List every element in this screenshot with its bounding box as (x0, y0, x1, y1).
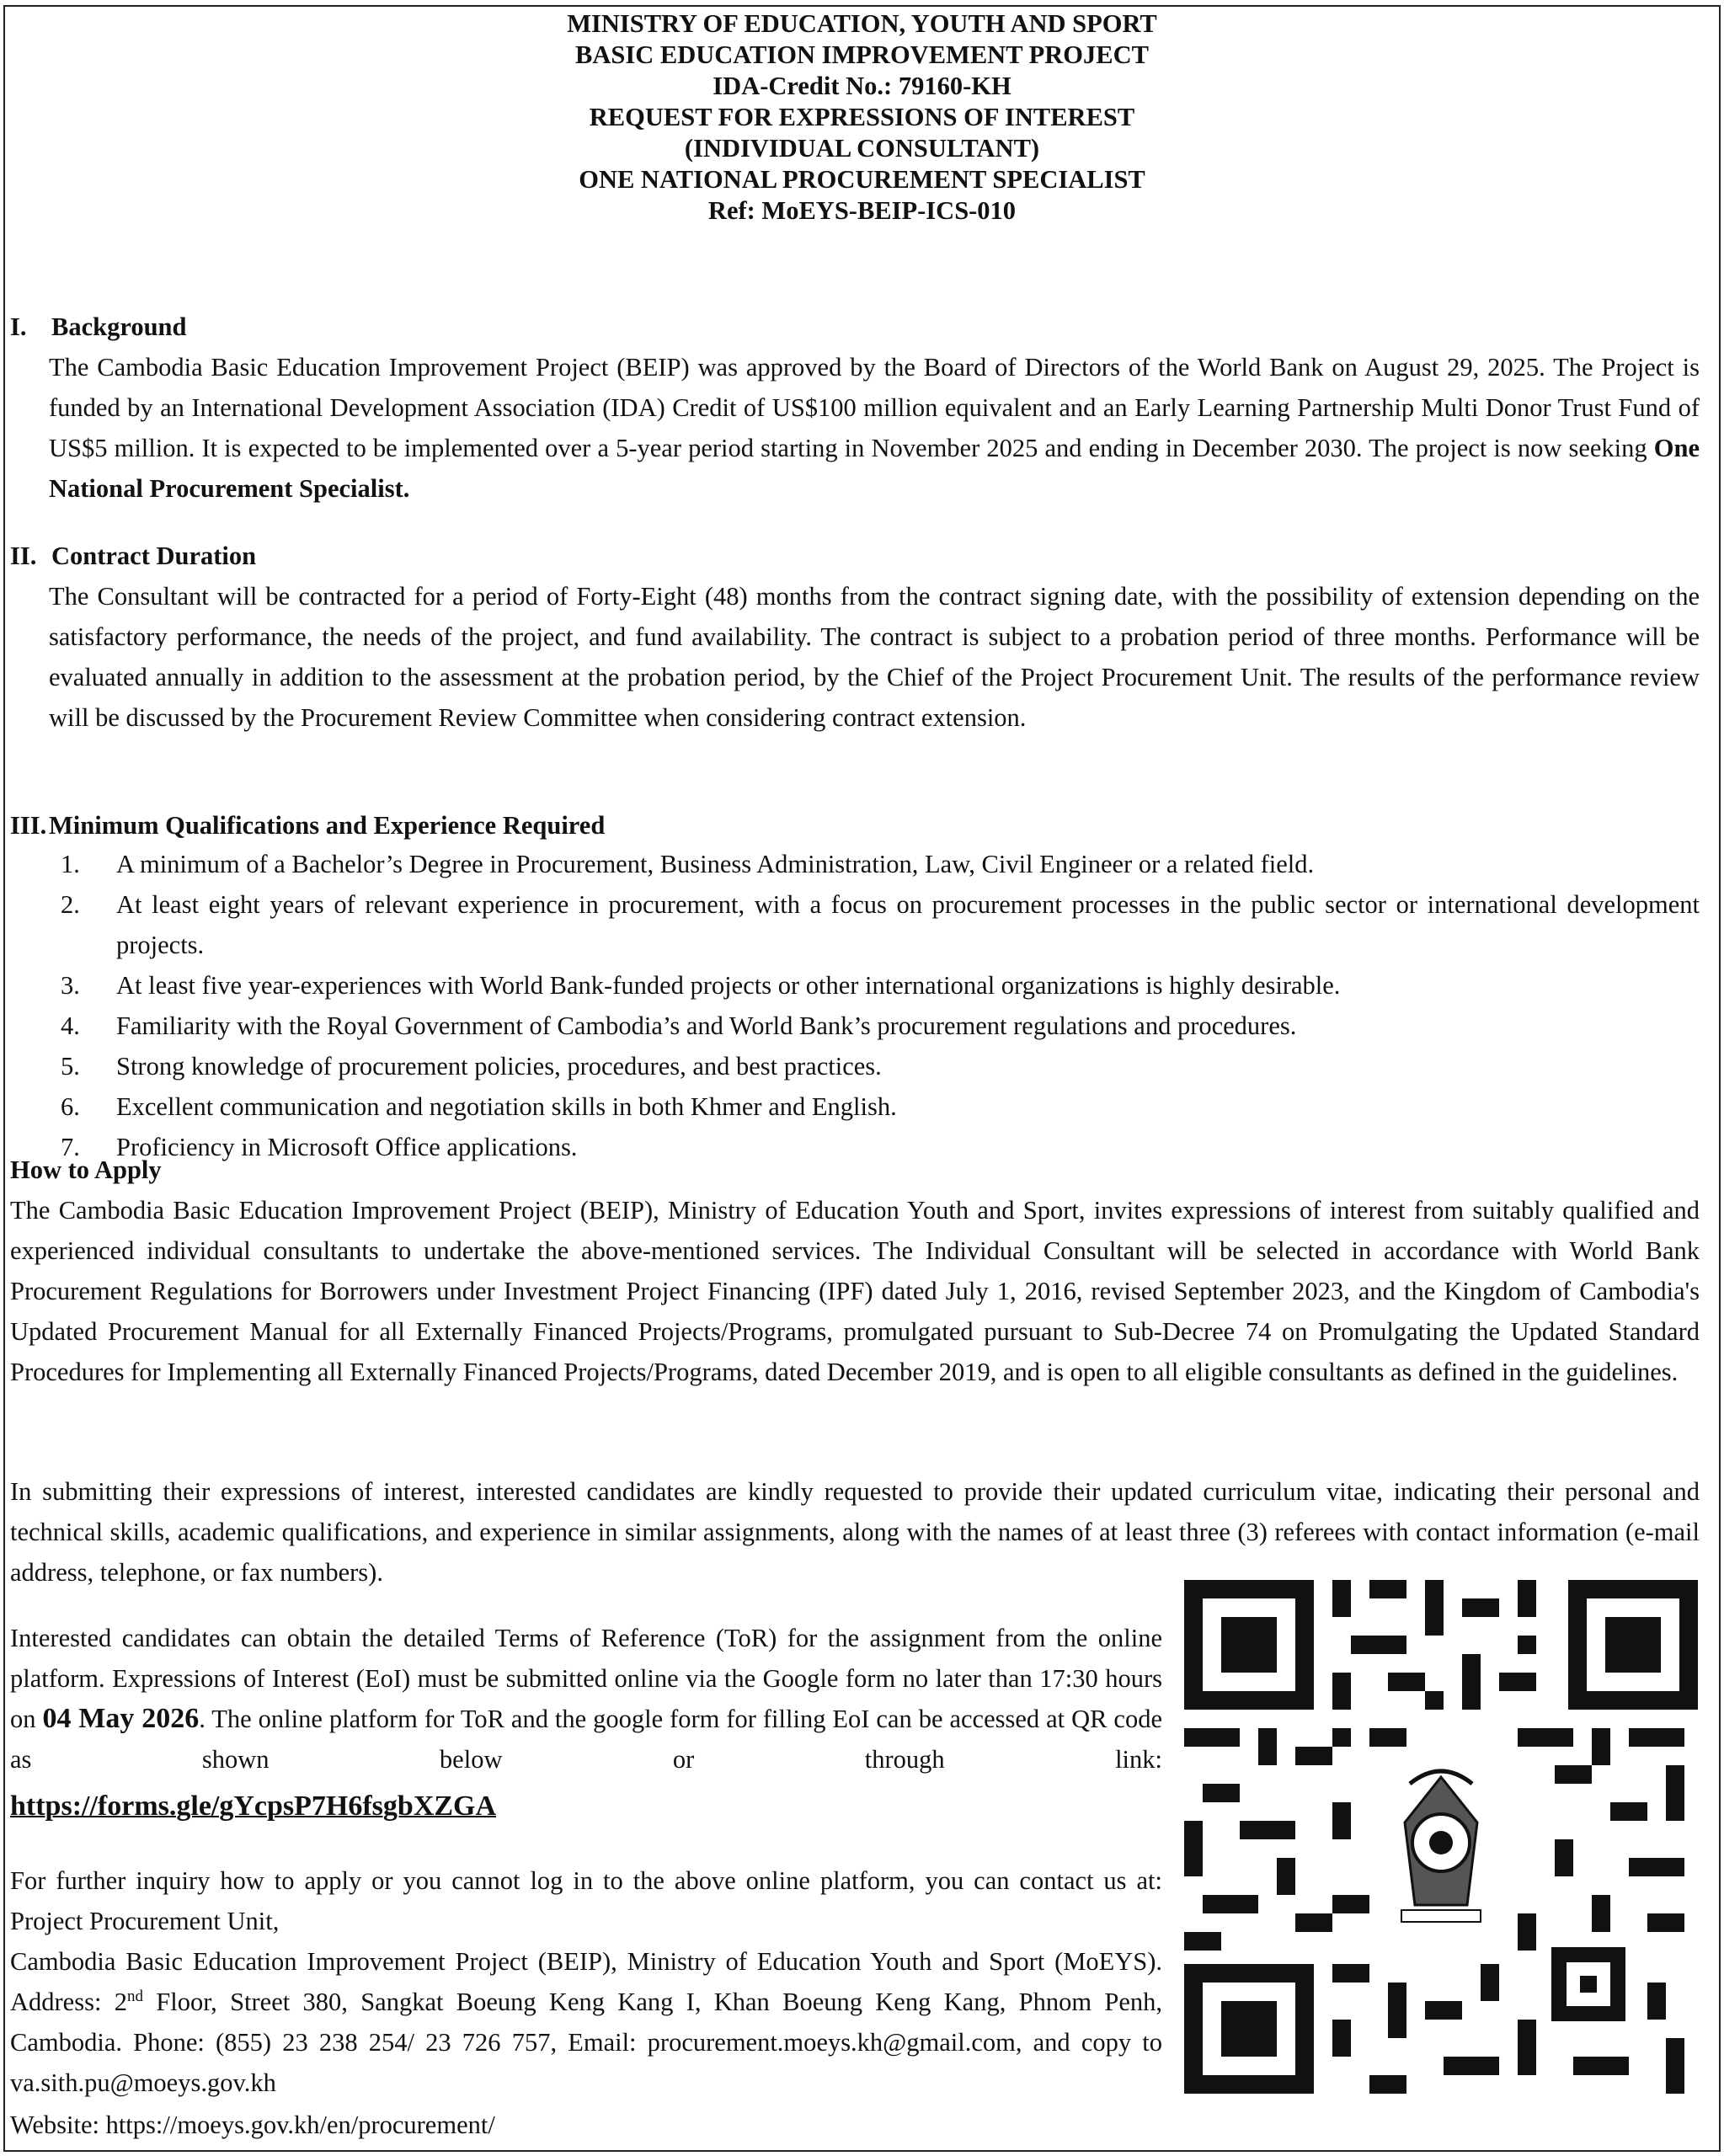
list-text: Strong knowledge of procurement policies, procedures, and best practices. (116, 1052, 882, 1081)
list-item (49, 844, 1700, 884)
header-line: MINISTRY OF EDUCATION, YOUTH AND SPORT (567, 9, 1157, 38)
list-item (49, 1127, 1700, 1167)
list-item (49, 884, 1700, 965)
list-text: At least eight years of relevant experience in procurement, with a focus on procurement processes in the public sector or international development projects. (116, 890, 1700, 959)
ordinal-suffix: nd (126, 1987, 143, 2005)
list-item (49, 1086, 1700, 1127)
eoi-text-continued: . The online platform for ToR and the google form for filling EoI can be accessed at QR code as shown below or through link: (10, 1705, 1162, 1774)
section-number: I. (10, 312, 27, 341)
list-text: Familiarity with the Royal Government of Cambodia’s and World Bank’s procurement regulations and procedures. (116, 1011, 1297, 1040)
eoi-text: Interested candidates can obtain the detailed Terms of Reference (ToR) for the assignment from the online platform. Expressions of Interest (EoI) must be submitted online via the Google form no later than 17:30 hours on (10, 1624, 1162, 1733)
list-number: 5. (61, 1052, 80, 1081)
list-text: Proficiency in Microsoft Office applications. (116, 1133, 578, 1161)
contract-heading (10, 536, 256, 576)
header-line: IDA-Credit No.: 79160-KH (713, 72, 1011, 100)
list-text: At least five year-experiences with World Bank-funded projects or other international organizations is highly desirable. (116, 971, 1341, 1000)
website-line: Website: https://moeys.gov.kh/en/procurement/ (10, 2111, 495, 2139)
header-line: ONE NATIONAL PROCUREMENT SPECIALIST (579, 165, 1145, 194)
list-number: 6. (61, 1092, 80, 1121)
list-item (49, 1046, 1700, 1086)
background-paragraph (49, 347, 1700, 509)
qualifications-heading (10, 805, 605, 846)
header-line: (INDIVIDUAL CONSULTANT) (684, 134, 1040, 163)
list-text: A minimum of a Bachelor’s Degree in Procurement, Business Administration, Law, Civil Engineer or a related field. (116, 850, 1315, 878)
section-title: Background (51, 312, 187, 341)
section-number: III. (10, 811, 47, 840)
section-number: II. (10, 542, 37, 570)
list-number: 1. (61, 850, 80, 878)
section-title: Minimum Qualifications and Experience Required (49, 811, 606, 840)
contract-paragraph: The Consultant will be contracted for a period of Forty-Eight (48) months from the contract signing date, with the possibility of extension depending on the satisfactory performance, the needs of the project, and fund availability. The contract is subject to a probation period of three months. Performance will be evaluated annually in addition to the assessment at the probation period, by the Chief of the Project Procurement Unit. The results of the performance review will be discussed by the Procurement Review Committee when considering contract extension. (49, 582, 1700, 732)
qualifications-list (49, 844, 1700, 1167)
list-number: 2. (61, 890, 80, 919)
how-to-apply-paragraph-3 (10, 1618, 1162, 1780)
how-to-apply-paragraph-2: In submitting their expressions of interest, interested candidates are kindly requested to provide their updated curriculum vitae, indicating their personal and technical skills, academic qualifications, and experience in similar assignments, along with the names of at least three (3) referees with contact information (e-mail address, telephone, or fax numbers). (10, 1477, 1700, 1587)
list-number: 4. (61, 1011, 80, 1040)
list-number: 3. (61, 971, 80, 1000)
ministry-emblem-icon (1358, 1765, 1524, 1930)
list-text: Excellent communication and negotiation skills in both Khmer and English. (116, 1092, 897, 1121)
header-line: Ref: MoEYS-BEIP-ICS-010 (707, 196, 1017, 225)
list-number: 7. (61, 1133, 80, 1161)
background-heading (10, 307, 186, 347)
header-block (0, 8, 1724, 227)
background-bold-text: One National Procurement Specialist. (49, 434, 1700, 503)
contact-text-continued: Floor, Street 380, Sangkat Boeung Keng Kang I, Khan Boeung Keng Kang, Phnom Penh, Cambodia. Phone: (855) 23 238 254/ 23 726 757, Email: procurement.moeys.kh@gmail.com, and copy to va.sith.pu@moeys.gov.kh (10, 1988, 1162, 2097)
deadline-date: 04 May 2026 (42, 1703, 200, 1734)
section-title: Contract Duration (51, 542, 257, 570)
how-to-apply-paragraph-1: The Cambodia Basic Education Improvement Project (BEIP), Ministry of Education Youth and Sport, invites expressions of interest from suitably qualified and experienced individual consultants to undertake the above-mentioned services. The Individual Consultant will be selected in accordance with World Bank Procurement Regulations for Borrowers under Investment Project Financing (IPF) dated July 1, 2016, revised September 2023, and the Kingdom of Cambodia's Updated Procurement Manual for all Externally Financed Projects/Programs, promulgated pursuant to Sub-Decree 74 on Promulgating the Updated Standard Procedures for Implementing all Externally Financed Projects/Programs, dated December 2019, and is open to all eligible consultants as defined in the guidelines. (10, 1196, 1700, 1386)
inquiry-paragraph: For further inquiry how to apply or you cannot log in to the above online platform, you can contact us at: Project Procurement Unit, (10, 1866, 1162, 1935)
contact-paragraph (10, 1941, 1162, 2103)
background-text: The Cambodia Basic Education Improvement Project (BEIP) was approved by the Board of Directors of the World Bank on August 29, 2025. The Project is funded by an International Development Association (IDA) Credit of US$100 million equivalent and an Early Learning Partnership Multi Donor Trust Fund of US$5 million. It is expected to be implemented over a 5-year period starting in November 2025 and ending in December 2030. The project is now seeking (49, 353, 1700, 462)
how-to-apply-heading: How to Apply (10, 1155, 162, 1184)
header-line: REQUEST FOR EXPRESSIONS OF INTEREST (589, 103, 1135, 131)
google-form-link[interactable]: https://forms.gle/gYcpsP7H6fsgbXZGA (10, 1790, 497, 1822)
list-item (49, 1006, 1700, 1046)
contact-text: Cambodia Basic Education Improvement Project (BEIP), Ministry of Education Youth and Sport (MoEYS). Address: 2 (10, 1947, 1162, 2016)
link-line (10, 1786, 496, 1827)
list-item (49, 965, 1700, 1006)
qr-code-icon[interactable] (1181, 1577, 1701, 2097)
header-line: BASIC EDUCATION IMPROVEMENT PROJECT (575, 40, 1149, 69)
